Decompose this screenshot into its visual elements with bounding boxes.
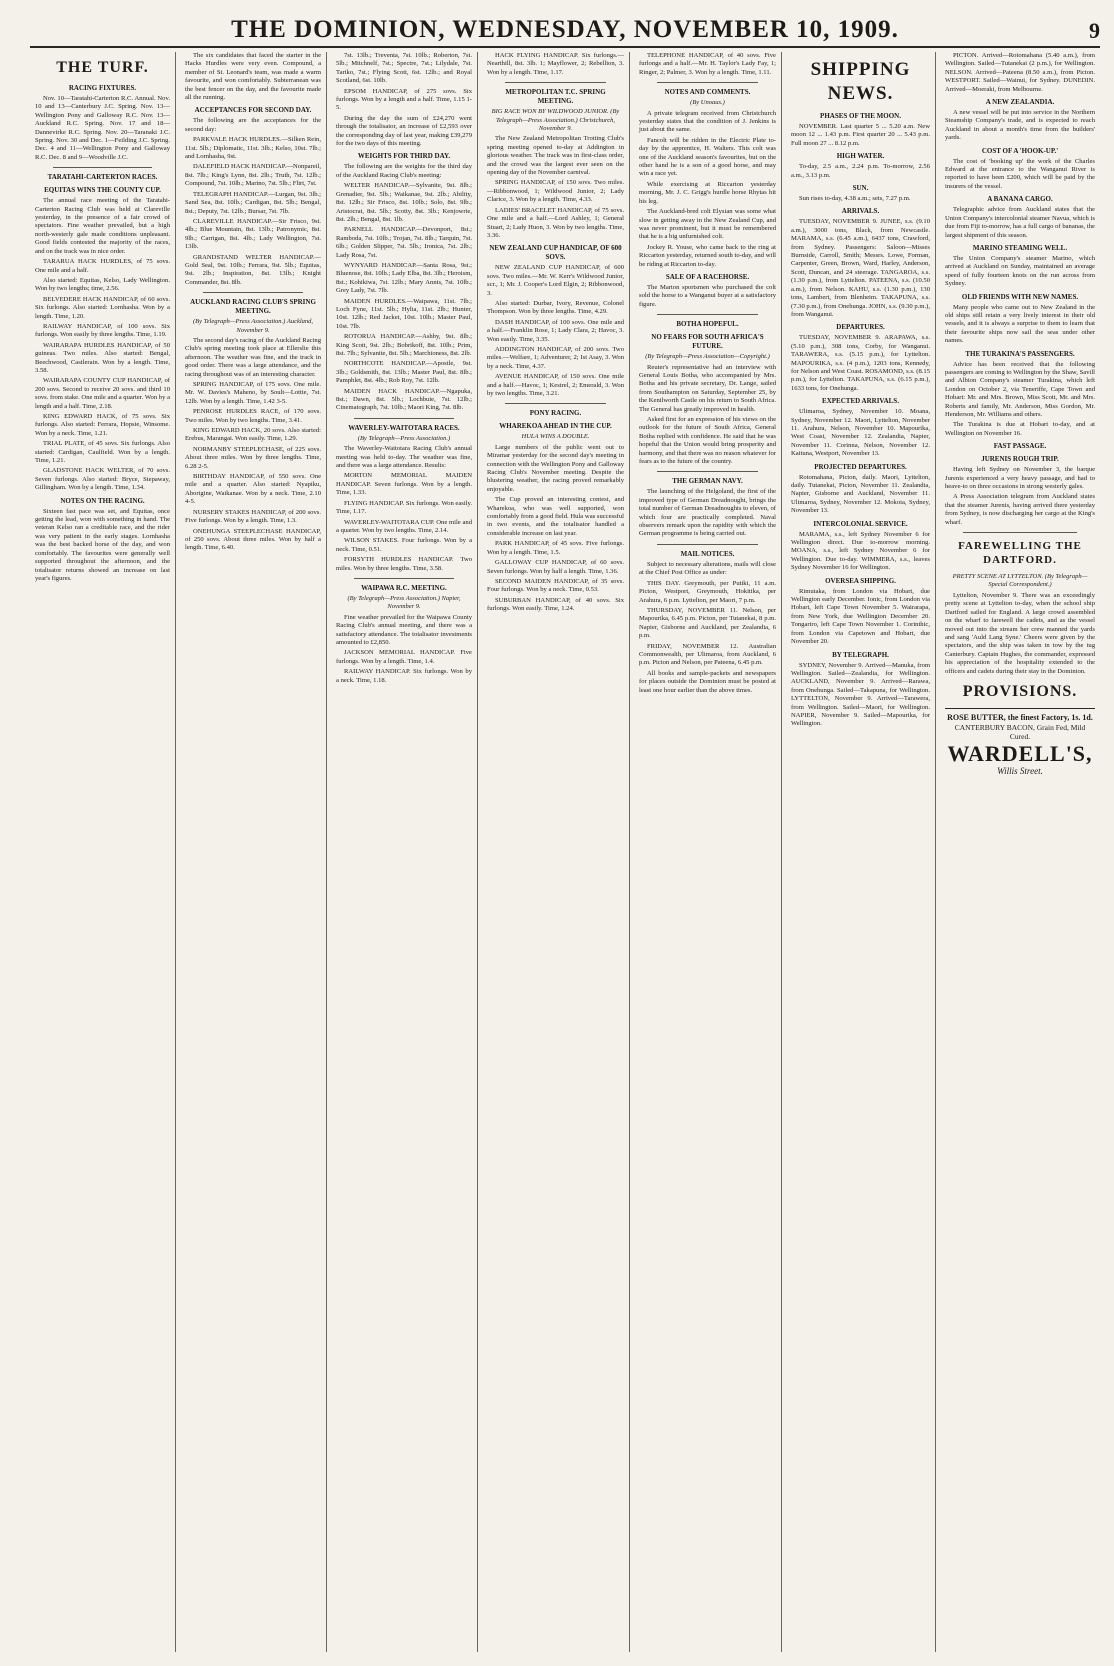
article-text: HACK FLYING HANDICAP. Six furlongs.—Nearthill, 8st. 3lb. 1; Mayflower, 2; Rebellion, 3. Won by a length. Time, 1.17. [487,52,624,76]
byline: (By Telegraph—Press Association—Copyright.) [645,353,770,361]
advert-line-butter: ROSE BUTTER, the finest Factory, 1s. 1d. [947,712,1093,722]
headline-dartford: FAREWELLING THE DARTFORD. [958,540,1082,567]
article-text: GRANDSTAND WELTER HANDICAP.—Gold Seal, 9st. 10lb.; Ferrara, 9st. 5lb.; Equitas, 9st. 2lb.; Inspiration, 8st. 13lb.; Knight Commander, 8st. 8lb. [185,253,321,286]
article-text: SPRING HANDICAP, of 150 sovs. Two miles.—Ribbonwood, 1; Wildwood Junior, 2; Lady Clarice, 3. Won by a length. Time, 4.33. [487,179,624,204]
headline: SUN. [852,184,869,193]
subheading: HULA WINS A DOUBLE. [521,433,590,441]
article-text: SUBURBAN HANDICAP, of 40 sovs. Six furlongs. Won easily. Time, 1.24. [487,596,624,613]
divider [53,167,152,168]
article-text: WAVERLEY-WAITOTARA CUP. One mile and a quarter. Won by two lengths. Time, 2.14. [336,518,472,534]
headline: RACING FIXTURES. [68,84,137,92]
article-text: All books and sample-packets and newspapers for places outside the Dominion must be posted at least one hour earlier than the above times. [639,669,776,694]
section-title-turf: THE TURF. [56,59,149,76]
article-text: Lyttelton, November 9. There was an exceedingly pretty scene at Lyttelton to-day, when the school ship Dartford sailed for England. A large crowd assembled on the wharf to farewell the cadets, and as the vessel moved out into the stream her crew manned the yards and sang 'Auld Lang Syne.' Cheers were given by the spectators, and the ship was taken in tow by the tug Canterbury. Captain Hughes, the commander, expressed his appreciation of the hospitality extended to the officers and cadets during their stay in the Dominion. [945,591,1095,675]
article-text: MARAMA, s.s., left Sydney November 6 for Wellington direct. Due to-morrow morning. MOANA, s.s., left Sydney November 6 for Wellington. Due to-day. WIMMERA, s.s., leaves Sydney November 16 for Wellington. [791,530,930,572]
article-text: THURSDAY, NOVEMBER 11. Nelson, per Mapourika, 6.45 p.m. Picton, per Tutanekai, 8 p.m. Napier, Gisborne and Auckland, per Zealandia, 6 p.m. [639,606,776,640]
divider [963,532,1077,533]
article-text: The annual race meeting of the Taratahi-Carterton Racing Club was held at Clareville yesterday, in the presence of a fair crowd of spectators. Fine weather prevailed, but a high north-westerly gale made conditions unpleasant. Good fields contested the majority of the races, and on the track was in nice order. [35,197,170,255]
article-text: MAIDEN HURDLES.—Waipawa, 11st. 7lb.; Loch Fyne, 11st. 5lb.; Hylia, 11st. 2lb.; Hunter, 10st. 12lb.; Red Jacket, 10st. 10lb.; Master Paul, 10st. 7lb. [336,297,472,330]
headline: PHASES OF THE MOON. [820,112,901,120]
article-text: KING EDWARD HACK, 20 sovs. Also started: Erebus, Marangai. Won easily. Time, 1.29. [185,427,321,443]
column-4 [482,52,630,1652]
article-text: LADIES' BRACELET HANDICAP, of 75 sovs. One mile and a half.—Lord Ashley, 1; General Stuart, 2; Lady Huon, 3. Won by two lengths. Time, 3.36. [487,206,624,239]
column-3 [331,52,478,1652]
article-text: Large numbers of the public went out to Miramar yesterday for the second day's meeting in connection with the Wellington Pony and Galloway Racing Club's November meeting. Despite the blustering weather, the racing proved remarkably enjoyable. [487,443,624,493]
article-text: Fine weather prevailed for the Waipawa County Racing Club's annual meeting, and there was a satisfactory attendance. The totalisator investments amounted to £2,850. [336,613,472,646]
headline: BOTHA HOPEFUL. [676,320,739,329]
article-text: DALEFIELD HACK HANDICAP.—Nonpareil, 8st. 7lb.; King's Lynn, 8st. 2lb.; Truth, 7st. 12lb.; Compound, 7st. 10lb.; Marino, 7st. 5lb.; Flirt, 7st. [185,163,321,188]
article-text: SYDNEY, November 9. Arrived—Manuka, from Wellington. Sailed—Zealandia, for Wellington. AUCKLAND, November 9. Arrived—Rarawa, from Onehunga. Sailed—Takapuna, for Wellington. LYTTELTON, November 9. Arrived—Tarawera, from Wellington. Sailed—Maori, for Wellington. NAPIER, November 9. Sailed—Mapourika, for Wellington. [791,661,930,728]
article-text: The Waverley-Waitotara Racing Club's annual meeting was held to-day. The weather was fine, and there was a large attendance. Results: [336,445,472,470]
article-text: TELEPHONE HANDICAP, of 40 sovs. Five furlongs and a half.—Mr. H. Taylor's Lady Fay, 1; Ringer, 2; Palmer, 3. Won by a length. Time, 1.11. [639,52,776,76]
article-text: EPSOM HANDICAP, of 275 sovs. Six furlongs. Won by a length and a half. Time, 1.15 1-5. [336,87,472,112]
columns [30,52,1100,1652]
article-text: Many people who came out to New Zealand in the old ships still retain a very lively interest in their old vessels, and it is always a surprise to them to learn that their favourite ships now sail the seas under other names. [945,303,1095,345]
article-text: GALLOWAY CUP HANDICAP, of 60 sovs. Seven furlongs. Won by half a length. Time, 1.36. [487,559,624,575]
article-text: The following are the acceptances for the second day: [185,117,321,133]
article-text: TUESDAY, NOVEMBER 9. ARAPAWA, s.s. (5.10 p.m.), 308 tons, Corby, for Wanganui. TARAWERA, s.s. (5.15 p.m.), for Lyttelton. MAPOURIKA, s.s. (4 p.m.), 1203 tons, Kennedy, for Nelson and West Coast. ROSAMOND, s.s. (8.15 p.m.), for Lyttelton. TAKAPUNA, s.s. (6.15 p.m.), 1633 tons, for Onehunga. [791,334,930,392]
article-text: 7st. 13lb.; Treventa, 7st. 10lb.; Roberton, 7st. 5lb.; Mitchnelf, 7st.; Spectre, 7st.; Lilydale, 7st. Tariko, 7st.; Flying Scott, 6st. 12lb.; and Royal Scotland, 6st. 10lb. [336,52,472,85]
divider [203,292,303,293]
article-text: The following are the weights for the third day of the Auckland Racing Club's meeting: [336,163,472,179]
article-text: NOVEMBER. Last quarter 5 ... 5.20 a.m. New moon 12 ... 1.43 p.m. First quarter 20 ... 5.43 p.m. Full moon 27 ... 8.12 p.m. [791,123,930,147]
article-text: Sixteen fast pace was set, and Equitas, once getting the lead, won with something in hand. The veteran Kelso ran a creditable race, and the rider was very patient in the early stages. Lornhasha was the best backed horse of the day, and won comfortably. The favourites were generally well supported throughout the afternoon, and the totalisator returns showed an increase on last year's figures. [35,507,170,582]
article-text: THIS DAY. Greymouth, per Putiki, 11 a.m. Picton, Westport, Greymouth, Hokitika, per Arahura, 6 p.m. Lyttelton, per Maori, 7 p.m. [639,579,776,604]
divider [505,403,606,404]
article-text: TARARUA HACK HURDLES, of 75 sovs. One mile and a half. [35,258,170,274]
article-text: The Marton sportsmen who purchased the colt sold the horse to a Wanganui buyer at a satisfactory figure. [639,283,776,308]
headline: A NEW ZEALANDIA. [985,98,1055,107]
page-number: 9 [1089,18,1100,43]
headline: DEPARTURES. [836,323,885,332]
article-text: The New Zealand Metropolitan Trotting Club's spring meeting opened to-day at Addington in glorious weather. The track was in first-class order, and the crowd was the largest ever seen on the opening day of the November carnival. [487,135,624,177]
article-text: PARNELL HANDICAP.—Devonport, 8st.; Ramboda, 7st. 10lb.; Trojan, 7st. 8lb.; Tarquin, 7st. 6lb.; Golden Slipper, 7st. 5lb.; Ironica, 7st. 2lb.; Lady Rosa, 7st. [336,226,472,259]
advert-street: Willis Street. [997,765,1043,776]
headline: HIGH WATER. [836,152,885,161]
headline: TARATAHI-CARTERTON RACES. [47,173,158,182]
column-5 [634,52,782,1652]
headline: BY TELEGRAPH. [832,650,889,659]
masthead-title: THE DOMINION, WEDNESDAY, NOVEMBER 10, 1909. [231,16,899,43]
article-text: A new vessel will be put into service in the Northern Steamship Company's trade, and is expected to reach Auckland in about a month's time from the builders' yards. [945,109,1095,142]
article-text: Also started: Durbar, Ivory, Revenue, Colonel Thompson. Won by three lengths. Time, 4.29. [487,299,624,316]
article-text: WELTER HANDICAP.—Sylvanite, 9st. 8lb.; Grenadier, 9st. 5lb.; Waikanae, 9st. 2lb.; Ability, 8st. 12lb.; Sir Frisco, 8st. 10lb.; Solo, 8st. 9lb.; Aristocrat, 8st. 5lb.; Scotty, 8st. 3lb.; Kenjowrie, 8st. 2lb.; Bengal, 8st. 1lb. [336,182,472,223]
article-text: GLADSTONE HACK WELTER, of 70 sovs. Seven furlongs. Also started: Bryce, Stepaway, Gillingham. Won by a length. Time, 1.34. [35,467,170,492]
headline: EXPECTED ARRIVALS. [822,397,899,406]
article-text: The cost of 'booking up' the work of the Charles Edward at the entrance to the Wanganui River is reported to have been £200, which will be paid by the insurers of the vessel. [945,157,1095,190]
article-text: PARK HANDICAP, of 45 sovs. Five furlongs. Won by a length. Time, 1.5. [487,540,624,556]
section-title-provisions: PROVISIONS. [962,682,1078,700]
article-text: Ulimaroa, Sydney, November 10. Moana, Sydney, November 12. Maori, Lyttelton, November 11. Arahura, Nelson, November 10. Mapourika, West Coast, November 12. Zealandia, Napier, November 11. Corinna, Nelson, November 12. Kaituna, Westport, November 13. [791,408,930,458]
masthead [30,14,1100,48]
article-text: ONEHUNGA STEEPLECHASE HANDICAP, of 250 sovs. About three miles. Won by half a length. Time, 6.40. [185,527,321,552]
article-text: Telegraphic advice from Auckland states that the Union Company's intercolonial steamer Navua, which is due from Fiji to-morrow, has a full cargo of bananas, the largest shipment of this season. [945,206,1095,239]
article-text: TELEGRAPH HANDICAP.—Lurgan, 9st. 3lb.; Sand Sea, 8st. 10lb.; Cardigan, 8st. 5lb.; Bengal, 8st.; Deputy, 7st. 12lb.; Bursar, 7st. 7lb. [185,190,321,215]
article-text: The Auckland-bred colt Elysian was some what slow in getting away in the New Zealand Cup, and was never prominent, but it must be remembered that he is a big unfurnished colt. [639,208,776,241]
article-text: RAILWAY HANDICAP. Six furlongs. Won by a neck. Time, 1.18. [336,668,472,684]
article-text: MORTON MEMORIAL MAIDEN HANDICAP. Seven furlongs. Won by a length. Time, 1.33. [336,472,472,497]
dateline: (By Telegraph—Press Association.) Auckland, November 9. [192,318,314,334]
column-turf [30,52,176,1652]
article-text: To-day, 2.5 a.m., 2.24 p.m. To-morrow, 2.56 a.m., 3.13 p.m. [791,163,930,179]
article-text: Having left Sydney on November 3, the barque Jurenis experienced a very heavy passage, and had to heave-to on three occasions in strong westerly gales. [945,466,1095,491]
article-text: BELVEDERE HACK HANDICAP, of 60 sovs. Six furlongs. Also started: Lornhasha. Won by a length. Time, 1.20. [35,295,170,320]
article-text: During the day the sum of £24,270 went through the totalisator, an increase of £2,593 over the corresponding day of last year, making £39,279 for the two days of this meeting. [336,114,472,148]
headline: METROPOLITAN T.C. SPRING MEETING. [505,88,606,106]
headline: PONY RACING. [529,409,582,418]
headline: WAVERLEY-WAITOTARA RACES. [348,423,460,432]
headline: WAIPAWA R.C. MEETING. [361,583,447,592]
dateline: BIG RACE WON BY WILDWOOD JUNIOR. (By Telegraph—Press Association.) Christchurch, November 9. [491,108,620,133]
article-text: NURSERY STAKES HANDICAP, of 200 sovs. Five furlongs. Won by a length. Time, 1.3. [185,508,321,525]
article-text: The Cup proved an interesting contest, and Wharekoa, who was well supported, won comfortably from a good field. Hula was successful in two events, and the totalisator handled a considerable increase on last year. [487,496,624,537]
article-text: NORMANBY STEEPLECHASE, of 225 sovs. About three miles. Won by three lengths. Time, 6.28 2-5. [185,445,321,470]
article-text: The Turakina is due at Hobart to-day, and at Wellington on November 16. [945,421,1095,437]
column-2 [180,52,327,1652]
article-text: Sun rises to-day, 4.38 a.m.; sets, 7.27 p.m. [799,195,911,203]
article-text: NORTHCOTE HANDICAP.—Apostle, 9st. 3lb.; Goldsmith, 8st. 13lb.; Master Paul, 8st. 8lb.; Pamphlet, 8st. 4lb.; Rob Roy, 7st. 12lb. [336,360,472,385]
article-text: NEW ZEALAND CUP HANDICAP, of 600 sovs. Two miles.—Mr. W. Kerr's Wildwood Junior, scr., 1; Mr. J. Cooper's Lord Elgin, 2; Ribbonwood, 3. [487,264,624,297]
column-7 [940,52,1100,1652]
divider [657,471,758,472]
headline: AUCKLAND RACING CLUB'S SPRING MEETING. [190,298,316,316]
divider [657,82,758,83]
headline: SALE OF A RACEHORSE. [665,272,750,281]
divider [505,82,606,83]
article-text: Jockey R. Youse, who came back to the ring at Riccarton yesterday, returned south to-day, and will be riding at Riccarton to-day. [639,243,776,268]
article-text: WYNYARD HANDICAP.—Santa Rosa, 9st.; Bluenose, 8st. 10lb.; Lady Elba, 8st. 3lb.; Heroism, 8st.; Kohikiwa, 7st. 12lb.; Mary Annis, 7st. 10lb.; Grey Lady, 7st. 7lb. [336,261,472,295]
article-text: Rimutaka, from London via Hobart, due Wellington early December. Ionic, from London via Hobart, left Cape Town November 5. Wairarapa, from New York, due Wellington December 20. Tongariro, left Cape Town November 1. Corinthic, from London via Capetown and Hobart, due November 20. [791,587,930,646]
advert-line-bacon: CANTERBURY BACON, Grain Fed, Mild Cured. [954,722,1086,741]
headline: MAIL NOTICES. [680,549,735,558]
headline: NO FEARS FOR SOUTH AFRICA'S FUTURE. [651,333,764,351]
headline: OVERSEA SHIPPING. [825,576,896,585]
headline: NOTES AND COMMENTS. [664,88,751,97]
section-title-shipping: SHIPPING NEWS. [810,59,911,104]
headline: COST OF A 'HOOK-UP.' [981,146,1059,155]
article-text: MAIDEN HACK HANDICAP.—Ngapuka, 8st.; Dawn, 8st. 5lb.; Lochbuie, 7st. 12lb.; Cinematograph, 7st. 10lb.; Maori King, 7st. 8lb. [336,387,472,412]
headline: EQUITAS WINS THE COUNTY CUP. [44,186,161,195]
dateline: (By Telegraph—Press Association.) Napier, November 9. [347,594,461,611]
article-text: PARKVALE HACK HURDLES.—Silken Rein, 11st. 5lb.; Diplomatic, 11st. 3lb.; Kelso, 10st. 7lb.; and Lornhasha, 9st. [185,136,321,161]
headline: ARRIVALS. [841,207,880,216]
article-text: WAIRARAPA COUNTY CUP HANDICAP, of 200 sovs. Second to receive 20 sovs. and third 10 sovs. from stake. One mile and a quarter. Won by a length and a half. Time, 2.18. [35,377,170,410]
article-text: The Union Company's steamer Marino, which arrived at Auckland on Sunday, maintained an average speed of fully fourteen knots on the run across from Sydney. [945,254,1095,288]
headline: INTERCOLONIAL SERVICE. [813,519,908,528]
divider [657,314,758,315]
article-text: PICTON. Arrived—Rotomahana (5.40 a.m.), from Wellington. Sailed—Tutanekai (2 p.m.), for Wellington. NELSON. Arrived—Pateena (8.50 a.m.), from Picton. WESTPORT. Sailed—Wainui, for Sydney. DUNEDIN. Arrived—Moeraki, from Melbourne. [945,52,1095,93]
article-text: Nov. 10—Taratahi-Carterton R.C. Annual. Nov. 10 and 13—Canterbury J.C. Spring. Nov. 13—Wellington Pony and Galloway R.C. Nov. 13—Auckland R.C. Spring. Nov. 17 and 18—Dannevirke R.C. Spring. Nov. 20—Taranaki J.C. Spring. Nov. 30 and Dec. 1—Feilding J.C. Spring. Dec. 4 and 11—Wellington Pony and Galloway R.C. Dec. 8 and 9—Woodville J.C. [35,95,170,161]
article-text: Asked first for an expression of his views on the outlook for the future of South Africa, General Botha replied with confidence. He said that he was hopeful that the Union would bring prosperity and harmony, and that there was no reason whatever for fears as to the future of the country. [639,416,776,466]
article-text: A private telegram received from Christchurch yesterday states that the condition of J. Jenkins is just about the same. [639,109,776,134]
article-text: CLAREVILLE HANDICAP.—Sir Frisco, 9st. 4lb.; Blue Mountain, 8st. 13lb.; Patronymic, 8st. 9lb.; Carrigan, 8st. 4lb.; Lady Wellington, 7st. 13lb. [185,217,321,251]
article-text: RAILWAY HANDICAP, of 100 sovs. Six furlongs. Won easily by three lengths. Time, 1.19. [35,322,170,339]
article-text: Also started: Equitas, Kelso, Lady Wellington. Won by two lengths; time, 2.56. [35,276,170,293]
article-text: PENROSE HURDLES RACE, of 170 sovs. Two miles. Won by two lengths. Time, 3.41. [185,408,321,424]
article-text: A Press Association telegram from Auckland states that the steamer Jurenis, having arrived there yesterday from Sydney, is now discharging her cargo at the King's wharf. [945,493,1095,526]
article-text: AVENUE HANDICAP, of 150 sovs. One mile and a half.—Havoc, 1; Kestrel, 2; Emerald, 3. Won by two lengths. Time, 3.21. [487,373,624,397]
headline: ACCEPTANCES FOR SECOND DAY. [194,106,312,115]
article-text: The second day's racing of the Auckland Racing Club's spring meeting took place at Ellerslie this afternoon. The weather was fine, and the track in good order. There was a large attendance, and the racing throughout was of an interesting character. [185,336,321,378]
headline: JURENIS ROUGH TRIP. [981,455,1059,464]
column-shipping [786,52,936,1652]
article-text: SPRING HANDICAP, of 175 sovs. One mile. Mr. W. Davies's Maheno, by Soult—Lottie, 7st. 12lb. Won by a length. Time, 1.42 3-5. [185,381,321,405]
headline: PROJECTED DEPARTURES. [814,462,907,471]
headline: OLD FRIENDS WITH NEW NAMES. [961,292,1079,301]
article-text: Advice has been received that the following passengers are coming to Wellington by the Shaw, Savill and Albion Company's steamer Turakina, which left London on October 2, via Teneriffe, Cape Town and Hobart: Mr. and Mrs. Brown, Miss Scott, Mr. and Mrs. Roberts and family, Mr. Anderson, Miss Gordon, Mr. Henderson, Mr. Williams and others. [945,360,1095,418]
divider [354,418,454,419]
article-text: FRIDAY, NOVEMBER 12. Australian Commonwealth, per Ulimaroa, from Auckland, 6 p.m. Picton and Nelson, per Pateena, 6.45 p.m. [639,642,776,667]
article-text: FLYING HANDICAP. Six furlongs. Won easily. Time, 1.17. [336,499,472,516]
byline: (By Unoaus.) [690,99,725,107]
article-text: ADDINGTON HANDICAP, of 200 sovs. Two miles.—Welfare, 1; Adventurer, 2; Ist Asay, 3. Won by a neck. Time, 4.37. [487,345,624,370]
article-text: ROTORUA HANDICAP.—Ashby, 9st. 8lb.; King Scott, 9st. 2lb.; Bobrikoff, 8st. 10lb.; Prim, 8st. 7lb.; Sylvanite, 8st. 5lb.; Marchioness, 8st. 2lb. [336,333,472,357]
article-text: WAIRARAPA HURDLES HANDICAP, of 50 guineas. Two miles. Also started: Bengal, Beechwood, Castlerain. Won by a length. Time, 3.58. [35,341,170,374]
advert-brand: WARDELL'S, [947,740,1093,766]
article-text: The launching of the Helgoland, the first of the improved type of German Dreadnought, brings the total number of German Dreadnoughts to eleven, of which four are practically completed. Naval observers remark upon the rapidity with which the German programme is being carried out. [639,488,776,538]
article-text: Fancolt will be ridden in the Electric Plate to-day by the apprentice, H. Walters. This colt was one of the Auckland season's favourites, but on the other hand he is a son of a good horse, and may win a race yet. [639,136,776,178]
article-text: While exercising at Riccarton yesterday morning, Mr. J. C. Grigg's hurdle horse Rhytas hit his leg. [639,180,776,205]
divider [354,578,454,579]
article-text: TRIAL PLATE, of 45 sovs. Six furlongs. Also started: Cardigan, Caulfield. Won by a length. Time, 1.21. [35,440,170,465]
article-text: Subject to necessary alterations, mails will close at the Chief Post Office as under: [639,560,776,577]
dateline: (By Telegraph—Press Association.) [357,434,451,442]
headline: THE GERMAN NAVY. [672,477,743,486]
headline: NEW ZEALAND CUP HANDICAP, OF 600 SOVS. [489,244,622,262]
divider [657,544,758,545]
headline: WHAREKOA AHEAD IN THE CUP. [499,422,612,431]
article-text: Reuter's representative had an interview with General Louis Botha, who accompanied by Mrs. Botha and his private secretary, Dr. Lange, sailed from Southampton on Saturday, September 25, by the Kenilworth Castle on his return to South Africa. The General has greatly improved in health. [639,363,776,413]
article-text: KING EDWARD HACK, of 75 sovs. Six furlongs. Also started: Ferrara, Hopsie, Winsome. Won by a neck. Time, 1.21. [35,413,170,437]
article-text: JACKSON MEMORIAL HANDICAP. Five furlongs. Won by a length. Time, 1.4. [336,649,472,665]
article-text: FORSYTH HURDLES HANDICAP. Two miles. Won by three lengths. Time, 3.58. [336,556,472,572]
headline: MARINO STEAMING WELL. [972,243,1068,252]
headline: NOTES ON THE RACING. [60,496,145,505]
wardells-advert [945,708,1095,775]
article-text: DASH HANDICAP, of 100 sovs. One mile and a half.—Franklin Rose, 1; Lady Clara, 2; Havoc, 3. Won easily. Time, 3.35. [487,318,624,343]
article-text: WILSON STAKES. Four furlongs. Won by a neck. Time, 0.51. [336,537,472,553]
article-text: TUESDAY, NOVEMBER 9. JUNEE, s.s. (9.10 a.m.), 3000 tons, Black, from Newcastle. MARAMA, s.s. (6.45 a.m.), 6437 tons, Crawford, from Sydney. Passengers: Saloon—Misses Burnside, Carroll, Smith; Messrs. Lowe, Forman, Carpenter, Green, Brown, Ward, Harley, Anderson, Scott, Duncan, and 24 steerage. TANGAROA, s.s. (1.30 p.m.), from Lyttelton. PATEENA, s.s. (10.50 a.m.), from Nelson. KAHU, s.s. (1.30 p.m.), 130 tons, Lambert, from Blenheim. TAKAPUNA, s.s. (7.30 p.m.), from Onehunga. JOHN, s.s. (9.30 p.m.), from Wanganui. [791,218,930,318]
headline: WEIGHTS FOR THIRD DAY. [357,152,451,161]
headline: FAST PASSAGE. [993,442,1047,451]
headline: A BANANA CARGO. [987,195,1053,204]
article-text: The six candidates that faced the starter in the Hacks Hurdles were very even. Compound, a member of St. Leonard's team, was made a warm favourite, and won comfortably. Subterranean was the best fencer on the day, and the favourite made all the running. [185,52,321,102]
article-text: Rotomahana, Picton, daily. Maori, Lyttelton, daily. Tutanekai, Picton, November 11. Zealandia, Napier, Gisborne and Auckland, November 11. Ulimaroa, Sydney, November 12. Mokoia, Sydney, November 13. [791,473,930,515]
headline: THE TURAKINA'S PASSENGERS. [965,349,1075,358]
subheading: PRETTY SCENE AT LYTTELTON. (By Telegraph—Special Correspondent.) [952,573,1088,589]
article-text: SECOND MAIDEN HANDICAP, of 35 sovs. Four furlongs. Won by a neck. Time, 0.53. [487,577,624,594]
article-text: BIRTHDAY HANDICAP, of 550 sovs. One mile and a quarter. Also started: Nyapiku, Aborigine, Waikanae. Won by a neck. Time, 2.10 4-5. [185,473,321,506]
